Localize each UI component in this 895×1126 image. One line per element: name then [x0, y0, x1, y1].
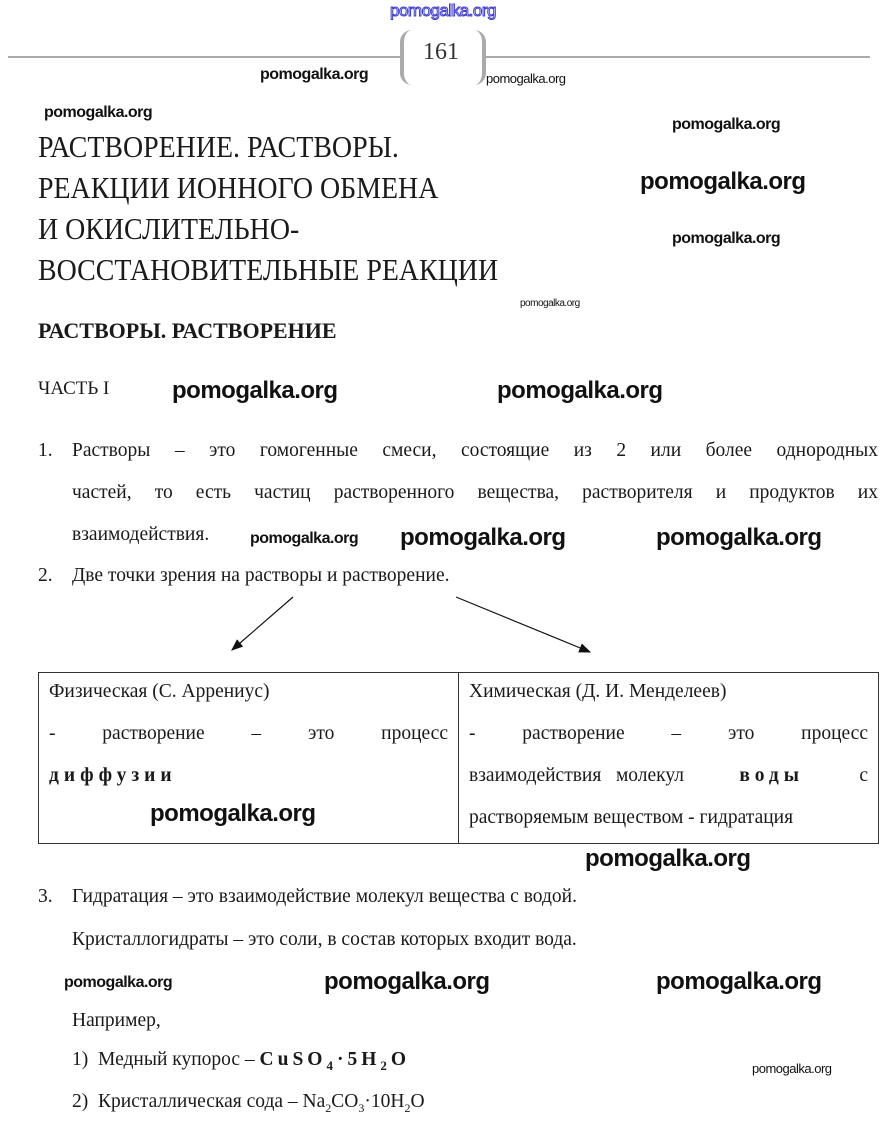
text-line: частей, то есть частиц растворенного вещества, растворителя и продуктов их [72, 482, 878, 503]
watermark: pomogalka.org [250, 530, 359, 547]
watermark: pomogalka.org [260, 66, 369, 83]
watermark: pomogalka.org [656, 524, 822, 551]
title-line: РЕАКЦИИ ИОННОГО ОБМЕНА [38, 170, 439, 205]
cell-text: - растворение – это процесс [469, 723, 868, 744]
title-line: И ОКИСЛИТЕЛЬНО- [38, 211, 300, 246]
watermark: pomogalka.org [520, 298, 580, 309]
chemical-cell [459, 673, 879, 844]
formula-part: CO [331, 1091, 359, 1112]
bold-term: диффузии [49, 765, 177, 786]
watermark: pomogalka.org [752, 1061, 832, 1076]
watermark: pomogalka.org [585, 845, 751, 872]
title-line: ВОССТАНОВИТЕЛЬНЫЕ РЕАКЦИИ [38, 252, 499, 287]
item-3-text-2: Кристаллогидраты – это соли, в состав которых входит вода. [72, 929, 577, 950]
watermark: pomogalka.org [497, 377, 663, 404]
watermark: pomogalka.org [672, 116, 781, 133]
formula-subscript: 2 [404, 1100, 411, 1115]
cell-text: с [859, 765, 868, 786]
arrow-right [456, 597, 590, 652]
example-number: 2) [72, 1091, 89, 1112]
formula-subscript: 4 [326, 1057, 337, 1073]
watermark: pomogalka.org [486, 71, 566, 86]
formula [302, 1091, 425, 1115]
watermark: pomogalka.org [656, 968, 822, 995]
watermark: pomogalka.org [64, 974, 173, 991]
page-number: 161 [423, 39, 459, 65]
section-title: РАСТВОРЫ. РАСТВОРЕНИЕ [38, 318, 337, 343]
example-text: Медный купорос – [98, 1049, 260, 1070]
bold-term: воды [739, 765, 805, 786]
text-line: взаимодействия. [72, 524, 210, 545]
cell-text: растворяемым веществом - гидратация [469, 807, 794, 828]
formula-part: O [410, 1091, 425, 1112]
formula-part: O [390, 1049, 411, 1070]
formula-part: Na [302, 1091, 326, 1112]
watermark: pomogalka.org [640, 168, 806, 195]
watermark: pomogalka.org [390, 1, 496, 20]
watermark: pomogalka.org [172, 377, 338, 404]
formula-subscript: 3 [358, 1100, 365, 1115]
cell-header: Химическая (Д. И. Менделеев) [469, 681, 727, 702]
example-2 [72, 1091, 425, 1116]
item-2-text: Две точки зрения на растворы и растворение. [72, 565, 450, 586]
arrow-left [232, 597, 293, 650]
formula-part: CuSO [259, 1049, 327, 1070]
text-line: Растворы – это гомогенные смеси, состоящие из 2 или более однородных [72, 440, 878, 461]
formula-part: ·10H [364, 1091, 405, 1112]
formula [259, 1049, 411, 1073]
item-3-text: Гидратация – это взаимодействие молекул вещества с водой. [72, 886, 577, 907]
item-number: 3. [38, 886, 53, 907]
formula-part: ·5H [336, 1049, 381, 1070]
example-label: Например, [72, 1010, 161, 1031]
formula-subscript: 2 [380, 1057, 391, 1073]
example-1 [72, 1049, 410, 1074]
watermark: pomogalka.org [150, 800, 316, 827]
item-number: 2. [38, 565, 53, 586]
part-label: ЧАСТЬ I [38, 378, 110, 399]
cell-text: взаимодействия молекул [469, 765, 684, 786]
title-line: РАСТВОРЕНИЕ. РАСТВОРЫ. [38, 129, 399, 164]
example-number: 1) [72, 1049, 89, 1070]
cell-text: - растворение – это процесс [49, 723, 448, 744]
example-text: Кристаллическая сода – [98, 1091, 303, 1112]
formula-subscript: 2 [325, 1100, 332, 1115]
watermark: pomogalka.org [672, 230, 781, 247]
watermark: pomogalka.org [44, 104, 153, 121]
watermark: pomogalka.org [400, 524, 566, 551]
watermark: pomogalka.org [324, 968, 490, 995]
item-number: 1. [38, 440, 53, 461]
cell-header: Физическая (С. Аррениус) [49, 681, 270, 702]
